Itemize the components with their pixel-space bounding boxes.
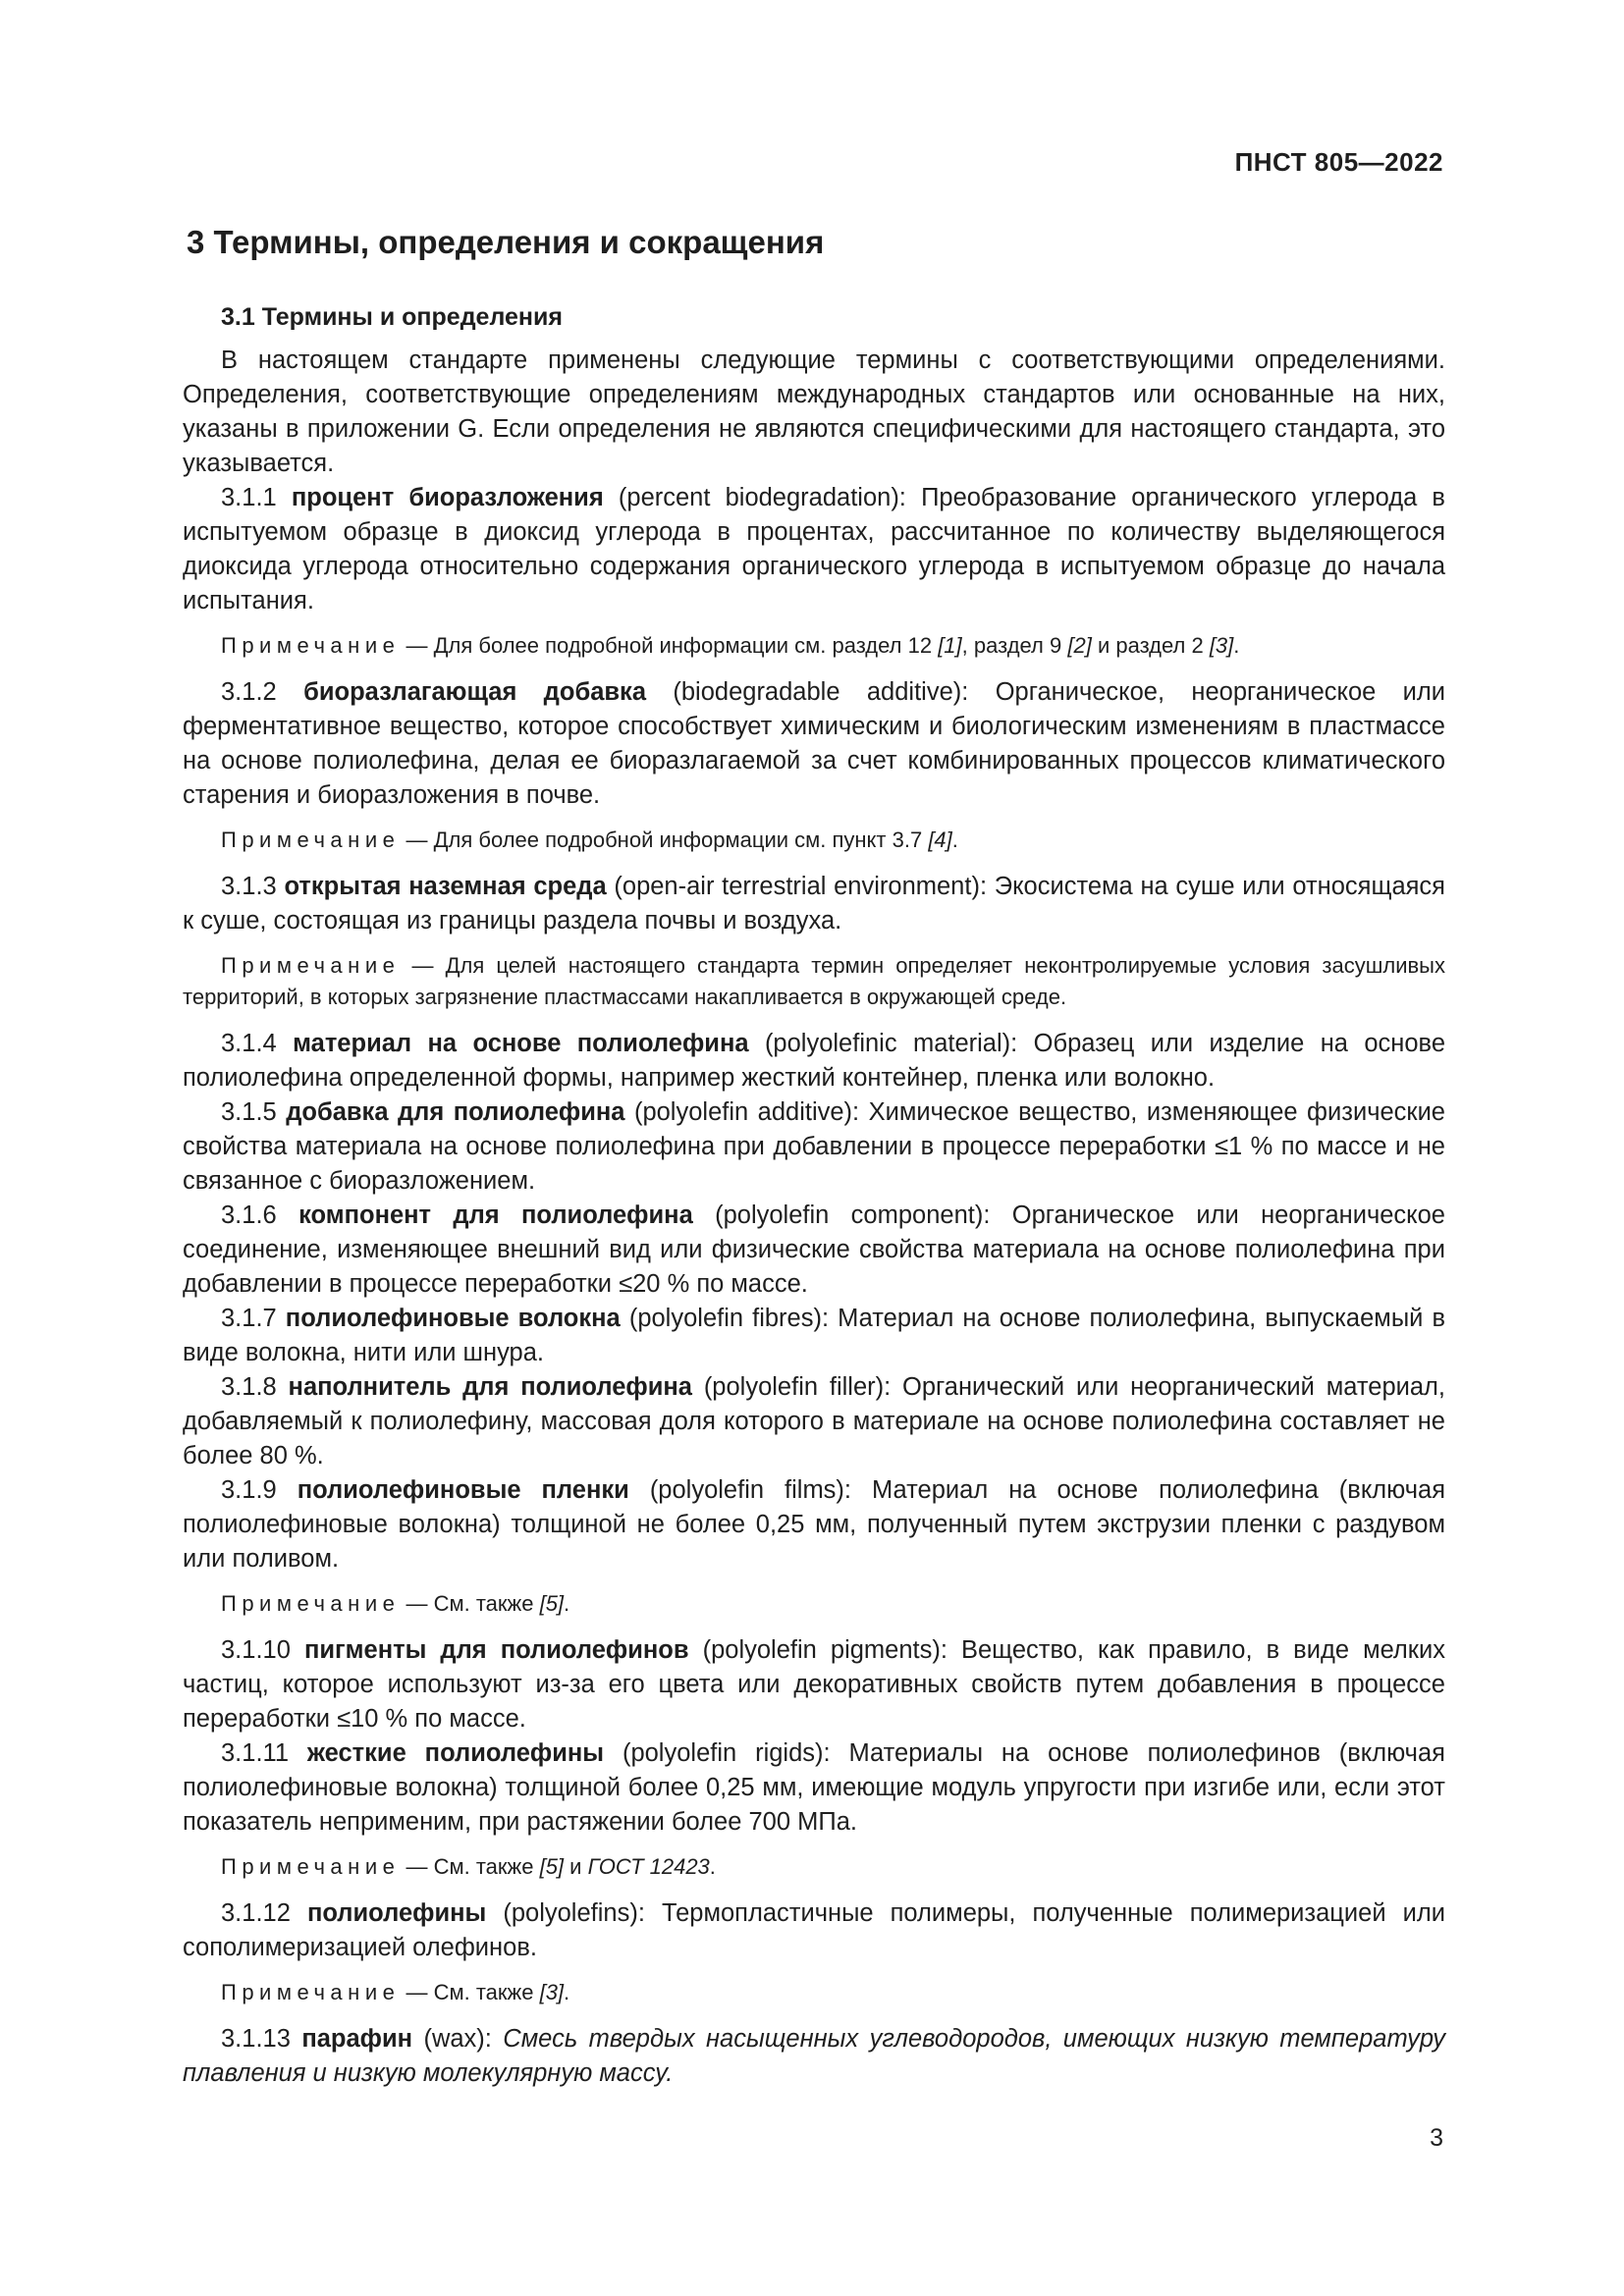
term-definition: Химическое вещество, изменяющее физические свойства материала на основе полиолефина при добавлении в процессе переработки ≤1 % по массе и не связанное с биоразложением. — [183, 1098, 1445, 1195]
note-reference: [4] — [928, 828, 952, 852]
term-name: полиолефиновые волокна — [285, 1305, 621, 1332]
note-text: . — [951, 828, 958, 852]
note-label: Примечание — [221, 828, 401, 852]
note-3-1-3 — [183, 950, 1445, 1013]
term-definition: Экосистема на суше или относящаяся к суше, состоящая из границы раздела почвы и воздуха. — [183, 873, 1445, 934]
term-number: 3.1.6 — [221, 1201, 277, 1229]
note-3-1-2 — [183, 825, 1445, 856]
page-number: 3 — [1430, 2124, 1443, 2152]
term-definition: Органическое или неорганическое соединение, изменяющее внешний вид или физические свойства материала на основе полиолефина при добавлении в процессе переработки ≤20 % по массе. — [183, 1201, 1445, 1298]
term-number: 3.1.3 — [221, 873, 277, 900]
term-definition: Органическое, неорганическое или ферментативное вещество, которое способствует химическим и биологическим изменениям в пластмассе на основе полиолефина, делая ее биоразлагаемой за счет комбинированных процессов климатического старения и биоразложения в почве. — [183, 678, 1446, 809]
intro-paragraph: В настоящем стандарте применены следующие термины с соответствующими определениями. Определения, соответствующие определениям международных стандартов или основанные на них, указаны в приложении G. Если определения не являются специфическими для настоящего стандарта, это указывается. — [183, 347, 1445, 477]
note-reference: [3] — [539, 1980, 565, 2004]
term-3-1-6 — [183, 1199, 1445, 1302]
term-name: полиолефиновые пленки — [297, 1476, 629, 1504]
term-english: (polyolefin fibres): — [628, 1305, 830, 1332]
note-reference: [2] — [1067, 633, 1092, 658]
term-3-1-2 — [183, 675, 1445, 813]
term-3-1-1 — [183, 481, 1445, 618]
term-name: жесткие полиолефины — [306, 1739, 605, 1767]
term-definition: Материал на основе полиолефина, выпускаемый в виде волокна, нити или шнура. — [183, 1305, 1446, 1366]
note-reference: [1] — [938, 633, 962, 658]
term-name: компонент для полиолефина — [298, 1201, 693, 1229]
term-english: (open-air terrestrial environment): — [614, 873, 988, 900]
note-text: См. также — [433, 1980, 540, 2004]
note-reference: [5] — [539, 1591, 565, 1616]
page-content — [183, 224, 1445, 2091]
note-text: Для целей настоящего стандарта термин определяет неконтролируемые условия засушливых территорий, в которых загрязнение пластмассами накапливается в окружающей среде. — [183, 953, 1445, 1009]
term-3-1-4 — [183, 1027, 1445, 1095]
note-label: Примечание — [221, 633, 401, 658]
note-dash: — — [400, 1591, 434, 1616]
term-english: (polyolefin component): — [715, 1201, 991, 1229]
note-dash: — — [400, 1854, 434, 1879]
term-3-1-9 — [183, 1473, 1445, 1576]
term-english: (polyolefin films): — [649, 1476, 852, 1504]
term-definition: Материалы на основе полиолефинов (включая полиолефиновые волокна) толщиной более 0,25 мм, имеющие модуль упругости при изгибе или, если этот показатель неприменим, при растяжении более 700 МПа. — [183, 1739, 1445, 1836]
section-title: 3 Термины, определения и сокращения — [187, 224, 825, 260]
term-3-1-13 — [183, 2022, 1445, 2091]
term-3-1-12 — [183, 1896, 1445, 1965]
note-text: . — [564, 1980, 570, 2004]
note-text: . — [709, 1854, 716, 1879]
term-english: (percent biodegradation): — [618, 484, 906, 511]
term-definition: Преобразование органического углерода в испытуемом образце в диоксид углерода в процентах, рассчитанное по количеству выделяющегося диоксида углерода относительно содержания органического углерода в испытуемом образце до начала испытания. — [183, 484, 1445, 614]
term-3-1-5 — [183, 1095, 1445, 1199]
term-name: наполнитель для полиолефина — [288, 1373, 692, 1401]
term-name: парафин — [301, 2025, 413, 2053]
term-3-1-10 — [183, 1633, 1445, 1736]
term-name: материал на основе полиолефина — [293, 1030, 749, 1057]
term-definition: Органический или неорганический материал, добавляемый к полиолефину, массовая доля которого в материале на основе полиолефина составляет не более 80 %. — [183, 1373, 1446, 1469]
term-3-1-11 — [183, 1736, 1445, 1840]
term-definition: Материал на основе полиолефина (включая полиолефиновые волокна) толщиной не более 0,25 мм, полученный путем экструзии пленки с раздувом или поливом. — [183, 1476, 1445, 1573]
term-3-1-8 — [183, 1370, 1445, 1473]
note-label: Примечание — [221, 953, 401, 978]
term-definition: Смесь твердых насыщенных углеводородов, имеющих низкую температуру плавления и низкую молекулярную массу. — [183, 2025, 1445, 2087]
note-text: , раздел 9 — [961, 633, 1068, 658]
term-number: 3.1.5 — [221, 1098, 277, 1126]
term-number: 3.1.1 — [221, 484, 277, 511]
note-3-1-12 — [183, 1977, 1445, 2008]
note-text: См. также — [433, 1854, 540, 1879]
term-definition: Термопластичные полимеры, полученные полимеризацией или сополимеризацией олефинов. — [183, 1899, 1445, 1961]
term-english: (polyolefin rigids): — [622, 1739, 831, 1767]
term-number: 3.1.13 — [221, 2025, 291, 2053]
note-text: и — [564, 1854, 588, 1879]
note-reference: [5] — [539, 1854, 565, 1879]
document-code: ПНСТ 805—2022 — [1234, 147, 1443, 177]
term-english: (polyolefins): — [503, 1899, 645, 1927]
note-text: Для более подробной информации см. пункт 3.7 — [433, 828, 929, 852]
term-number: 3.1.2 — [221, 678, 277, 706]
note-label: Примечание — [221, 1980, 401, 2004]
term-name: пигменты для полиолефинов — [303, 1636, 689, 1664]
note-dash: — — [400, 633, 434, 658]
term-english: (polyolefin filler): — [703, 1373, 892, 1401]
note-dash: — — [400, 1980, 434, 2004]
note-reference: [3] — [1209, 633, 1234, 658]
term-number: 3.1.11 — [221, 1739, 290, 1767]
subsection-title: 3.1 Термины и определения — [221, 303, 563, 331]
note-3-1-11 — [183, 1851, 1445, 1883]
term-definition: Вещество, как правило, в виде мелких частиц, которое используют из-за его цвета или декоративных свойств путем добавления в процессе переработки ≤10 % по массе. — [183, 1636, 1445, 1733]
term-number: 3.1.10 — [221, 1636, 291, 1664]
term-definition: Образец или изделие на основе полиолефина определенной формы, например жесткий контейнер, пленка или волокно. — [183, 1030, 1446, 1092]
term-number: 3.1.12 — [221, 1899, 291, 1927]
note-text: См. также — [433, 1591, 540, 1616]
note-3-1-1 — [183, 630, 1445, 662]
term-number: 3.1.4 — [221, 1030, 277, 1057]
note-text: и раздел 2 — [1091, 633, 1210, 658]
note-dash: — — [400, 953, 446, 978]
note-text: . — [1233, 633, 1240, 658]
term-english: (polyolefinic material): — [764, 1030, 1018, 1057]
note-text: Для более подробной информации см. раздел 12 — [433, 633, 939, 658]
term-name: открытая наземная среда — [284, 873, 607, 900]
term-3-1-7 — [183, 1302, 1445, 1370]
term-english: (wax): — [423, 2025, 492, 2053]
term-3-1-3 — [183, 870, 1445, 938]
note-text: . — [564, 1591, 570, 1616]
term-number: 3.1.8 — [221, 1373, 277, 1401]
term-english: (polyolefin pigments): — [702, 1636, 947, 1664]
term-number: 3.1.9 — [221, 1476, 277, 1504]
term-name: процент биоразложения — [291, 484, 604, 511]
note-label: Примечание — [221, 1854, 401, 1879]
term-number: 3.1.7 — [221, 1305, 277, 1332]
term-english: (biodegradable additive): — [673, 678, 969, 706]
note-label: Примечание — [221, 1591, 401, 1616]
term-english: (polyolefin additive): — [633, 1098, 860, 1126]
note-dash: — — [400, 828, 434, 852]
term-name: полиолефины — [306, 1899, 487, 1927]
note-reference: ГОСТ 12423 — [587, 1854, 710, 1879]
term-name: добавка для полиолефина — [286, 1098, 625, 1126]
note-3-1-9 — [183, 1588, 1445, 1620]
term-name: биоразлагающая добавка — [303, 678, 647, 706]
